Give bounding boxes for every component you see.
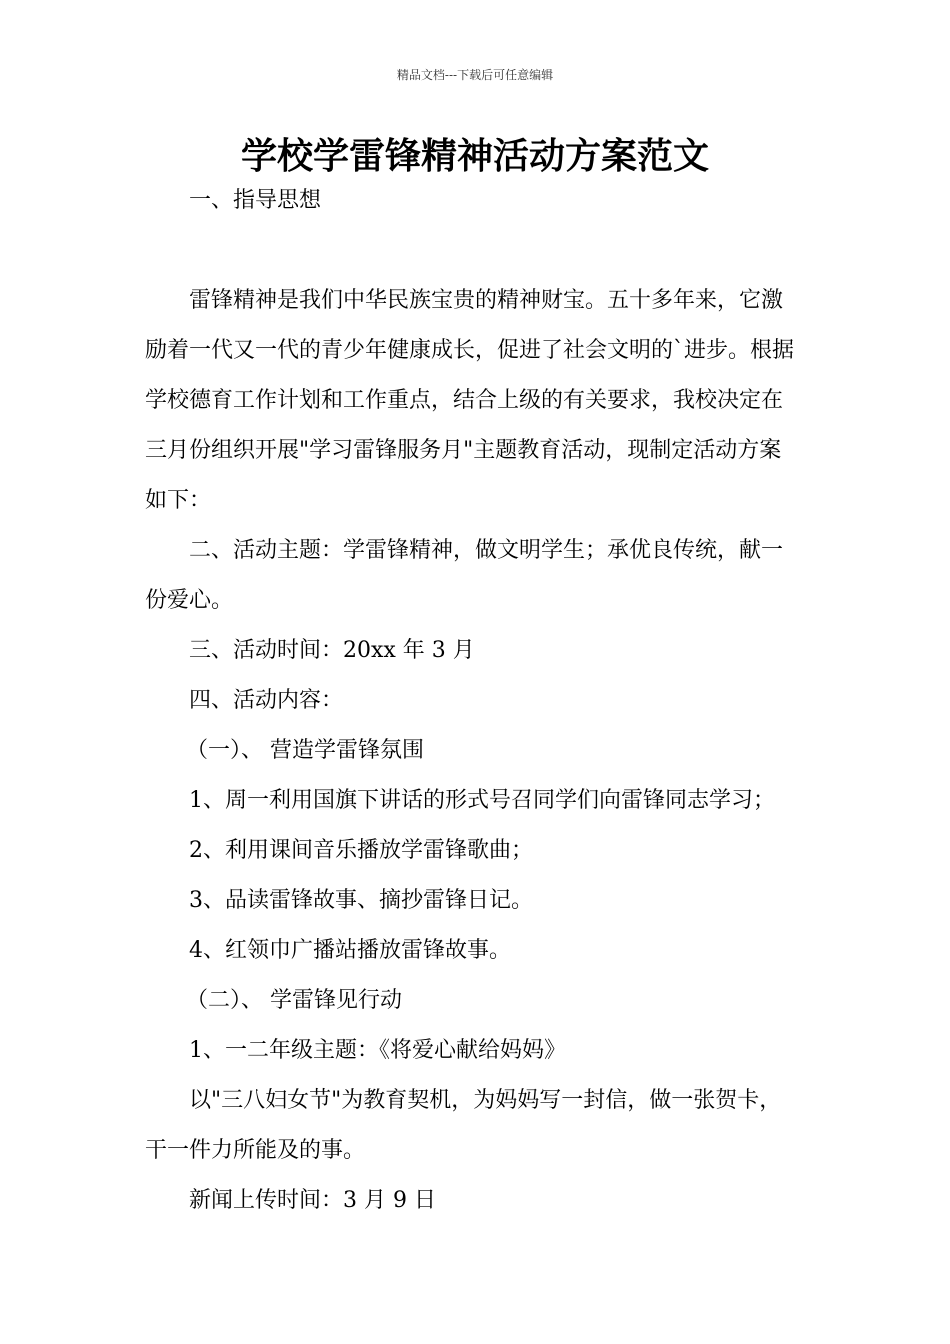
list-item: 1、周一利用国旗下讲话的形式号召同学们向雷锋同志学习；	[189, 788, 775, 813]
heading-activity-theme: 二、活动主题：学雷锋精神，做文明学生；承优良传统，献一	[189, 538, 784, 563]
list-item: 4、红领巾广播站播放雷锋故事。	[189, 938, 511, 963]
paragraph-line: 以"三八妇女节"为教育契机，为妈妈写一封信，做一张贺卡，	[189, 1088, 782, 1113]
page-header-note: 精品文档---下载后可任意编辑	[396, 68, 554, 82]
list-item: 1、一二年级主题：《将爱心献给妈妈》	[189, 1038, 566, 1063]
heading-activity-theme-cont: 份爱心。	[145, 588, 234, 613]
paragraph-line: 如下：	[145, 488, 212, 513]
paragraph-line: 雷锋精神是我们中华民族宝贵的精神财宝。五十多年来，它激	[189, 288, 784, 313]
list-item: 2、利用课间音乐播放学雷锋歌曲；	[189, 838, 533, 863]
heading-activity-time: 三、活动时间：20xx 年 3 月	[189, 638, 475, 663]
document-title: 学校学雷锋精神活动方案范文	[240, 136, 709, 177]
heading-activity-content: 四、活动内容：	[189, 688, 344, 713]
news-upload-time: 新闻上传时间：3 月 9 日	[189, 1188, 436, 1213]
list-item: 3、品读雷锋故事、摘抄雷锋日记。	[189, 888, 533, 913]
paragraph-line: 三月份组织开展"学习雷锋服务月"主题教育活动，现制定活动方案	[145, 438, 782, 463]
section-title-atmosphere: （一）、 营造学雷锋氛围	[186, 738, 424, 763]
section-title-action: （二）、 学雷锋见行动	[186, 988, 402, 1013]
paragraph-line: 学校德育工作计划和工作重点，结合上级的有关要求，我校决定在	[145, 388, 784, 413]
paragraph-line: 励着一代又一代的青少年健康成长，促进了社会文明的`进步。根据	[145, 338, 795, 363]
heading-guiding-ideology: 一、指导思想	[189, 188, 322, 213]
paragraph-line: 干一件力所能及的事。	[145, 1138, 366, 1163]
